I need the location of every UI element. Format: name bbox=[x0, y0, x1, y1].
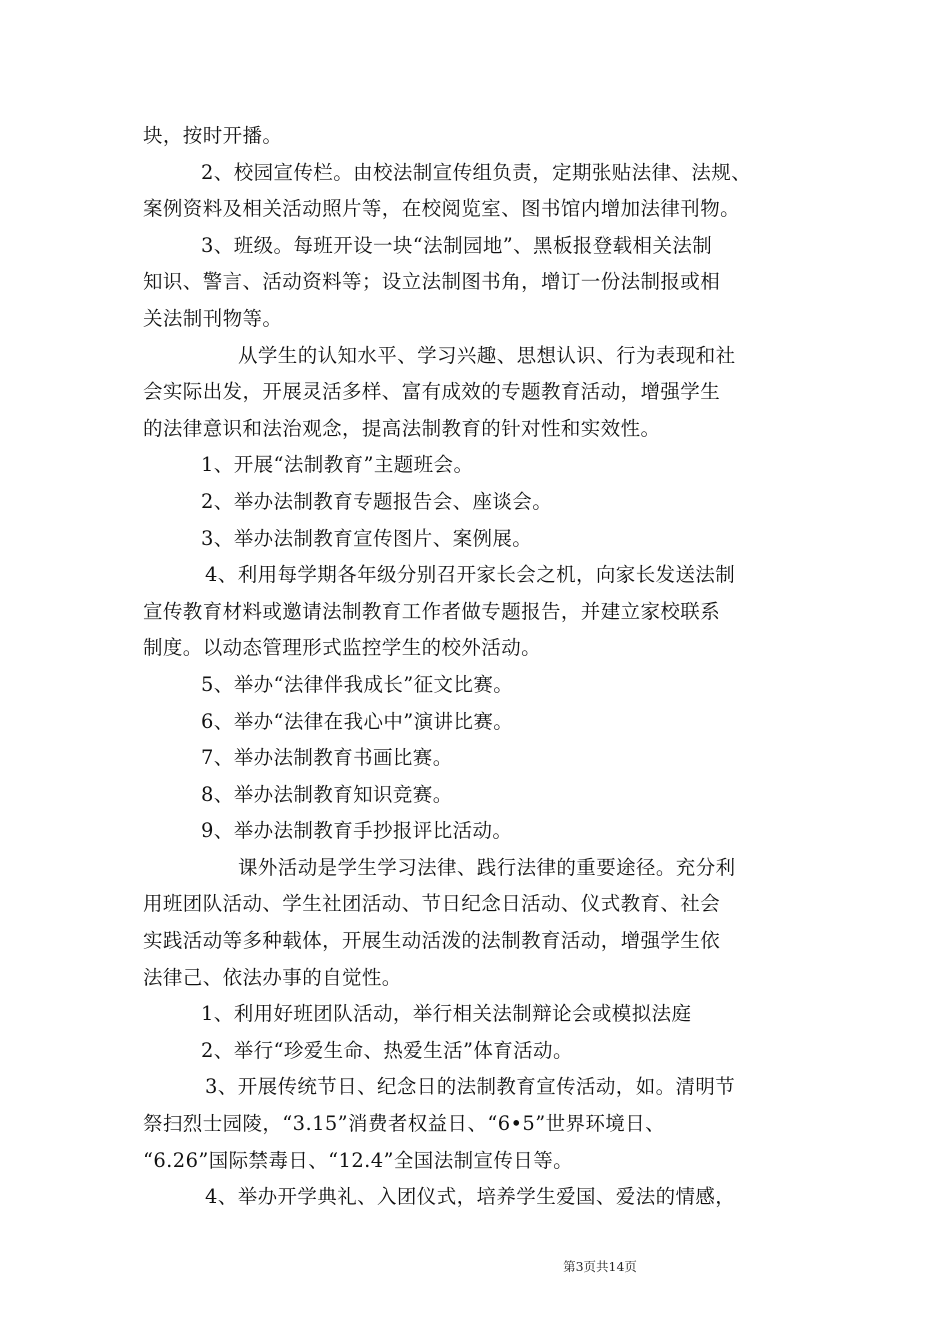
text-line: 宣传教育材料或邀请法制教育工作者做专题报告，并建立家校联系 bbox=[143, 599, 721, 623]
text-line: 6、举办“法律在我心中”演讲比赛。 bbox=[201, 709, 514, 733]
text-line: 知识、警言、活动资料等；设立法制图书角，增订一份法制报或相 bbox=[143, 270, 721, 294]
text-line: 3、举办法制教育宣传图片、案例展。 bbox=[201, 526, 533, 550]
text-line: 制度。以动态管理形式监控学生的校外活动。 bbox=[143, 636, 542, 660]
text-line: 课外活动是学生学习法律、践行法律的重要途径。充分利 bbox=[238, 855, 736, 879]
text-line: 2、举办法制教育专题报告会、座谈会。 bbox=[201, 489, 553, 513]
text-line: 法律己、依法办事的自觉性。 bbox=[143, 965, 402, 989]
text-line: “6.26”国际禁毒日、“12.4”全国法制宣传日等。 bbox=[143, 1148, 574, 1172]
text-line: 案例资料及相关活动照片等，在校阅览室、图书馆内增加法律刊物。 bbox=[143, 197, 741, 221]
text-line: 1、利用好班团队活动，举行相关法制辩论会或模拟法庭 bbox=[201, 1002, 692, 1026]
document-body bbox=[143, 118, 813, 1216]
text-line: 的法律意识和法治观念，提高法制教育的针对性和实效性。 bbox=[143, 416, 661, 440]
text-line: 5、举办“法律伴我成长”征文比赛。 bbox=[201, 672, 514, 696]
text-line: 实践活动等多种载体，开展生动活泼的法制教育活动，增强学生依 bbox=[143, 929, 721, 953]
text-line: 1、开展“法制教育”主题班会。 bbox=[201, 453, 474, 477]
text-line: 4、举办开学典礼、入团仪式，培养学生爱国、爱法的情感， bbox=[205, 1185, 736, 1209]
text-line: 3、班级。每班开设一块“法制园地”、黑板报登载相关法制 bbox=[201, 233, 713, 257]
text-line: 7、举办法制教育书画比赛。 bbox=[201, 746, 453, 770]
text-line: 9、举办法制教育手抄报评比活动。 bbox=[201, 819, 513, 843]
text-line: 从学生的认知水平、学习兴趣、思想认识、行为表现和社 bbox=[238, 343, 736, 367]
text-line: 祭扫烈士园陵，“3.15”消费者权益日、“6•5”世界环境日、 bbox=[143, 1112, 666, 1136]
text-line: 用班团队活动、学生社团活动、节日纪念日活动、仪式教育、社会 bbox=[143, 892, 721, 916]
text-line: 2、举行“珍爱生命、热爱生活”体育活动。 bbox=[201, 1038, 573, 1062]
text-line: 8、举办法制教育知识竞赛。 bbox=[201, 782, 453, 806]
text-line: 会实际出发，开展灵活多样、富有成效的专题教育活动，增强学生 bbox=[143, 380, 721, 404]
text-line: 2、校园宣传栏。由校法制宣传组负责，定期张贴法律、法规、 bbox=[201, 160, 752, 184]
page-number-footer: 第3页共14页 bbox=[563, 1259, 637, 1274]
text-line: 块，按时开播。 bbox=[143, 124, 283, 147]
text-line: 4、利用每学期各年级分别召开家长会之机，向家长发送法制 bbox=[205, 563, 736, 587]
text-line: 关法制刊物等。 bbox=[143, 306, 283, 330]
text-line: 3、开展传统节日、纪念日的法制教育宣传活动，如。清明节 bbox=[205, 1075, 736, 1099]
